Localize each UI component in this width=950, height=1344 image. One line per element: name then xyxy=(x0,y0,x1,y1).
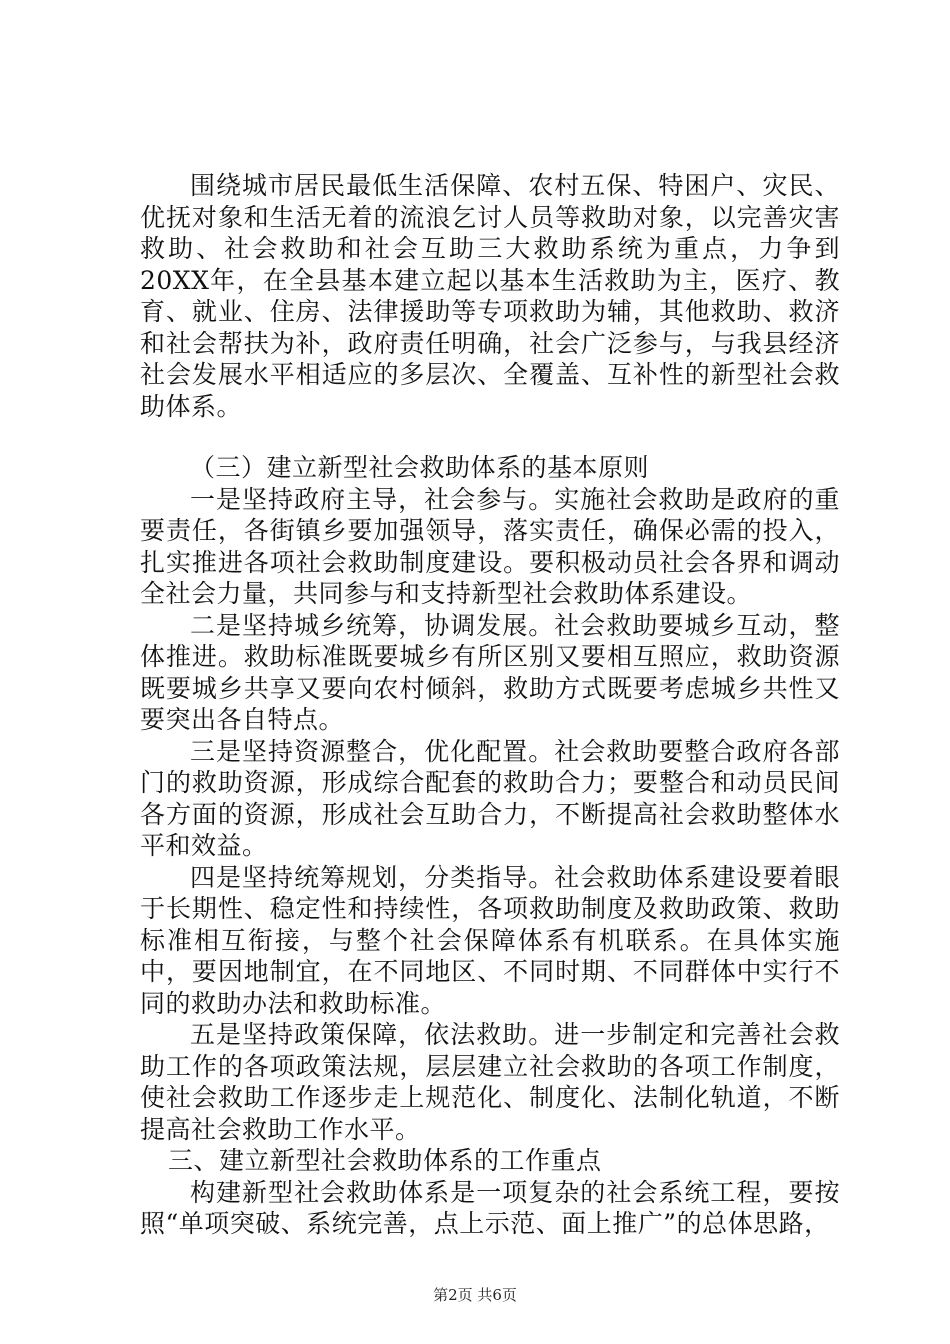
paragraph-principle-3: 三是坚持资源整合，优化配置。社会救助要整合政府各部门的救助资源，形成综合配套的救助合力；要整合和动员民间各方面的资源，形成社会互助合力，不断提高社会救助整体水平和效益。 xyxy=(140,736,840,860)
section-heading-work-focus: 三、建立新型社会救助体系的工作重点 xyxy=(168,1146,602,1175)
paragraph-goal: 围绕城市居民最低生活保障、农村五保、特困户、灾民、优抚对象和生活无着的流浪乞讨人员等救助对象，以完善灾害救助、社会救助和社会互助三大救助系统为重点，力争到20XX年，在全县基本建立起以基本生活救助为主，医疗、教育、就业、住房、法律援助等专项救助为辅，其他救助、救济和社会帮扶为补，政府责任明确，社会广泛参与，与我县经济社会发展水平相适应的多层次、全覆盖、互补性的新型社会救助体系。 xyxy=(140,171,840,421)
section-heading-principles: （三）建立新型社会救助体系的基本原则 xyxy=(190,453,650,482)
document-body xyxy=(140,170,840,1240)
paragraph-principle-5: 五是坚持政策保障，依法救助。进一步制定和完善社会救助工作的各项政策法规，层层建立社会救助的各项工作制度，使社会救助工作逐步走上规范化、制度化、法制化轨道，不断提高社会救助工作水平。 xyxy=(140,1020,840,1144)
paragraph-principle-2: 二是坚持城乡统筹，协调发展。社会救助要城乡互动，整体推进。救助标准既要城乡有所区别又要相互照应，救助资源既要城乡共享又要向农村倾斜，救助方式既要考虑城乡共性又要突出各自特点。 xyxy=(140,610,840,734)
paragraph-work-focus: 构建新型社会救助体系是一项复杂的社会系统工程，要按照“单项突破、系统完善，点上示范、面上推广”的总体思路， xyxy=(140,1177,840,1238)
paragraph-principle-1: 一是坚持政府主导，社会参与。实施社会救助是政府的重要责任，各街镇乡要加强领导，落实责任，确保必需的投入，扎实推进各项社会救助制度建设。要积极动员社会各界和调动全社会力量，共同参与和支持新型社会救助体系建设。 xyxy=(140,484,840,608)
page-number-footer: 第2页 共6页 xyxy=(433,1286,517,1304)
paragraph-principle-4: 四是坚持统筹规划，分类指导。社会救助体系建设要着眼于长期性、稳定性和持续性，各项救助制度及救助政策、救助标准相互衔接，与整个社会保障体系有机联系。在具体实施中，要因地制宜，在不同地区、不同时期、不同群体中实行不同的救助办法和救助标准。 xyxy=(140,862,840,1018)
